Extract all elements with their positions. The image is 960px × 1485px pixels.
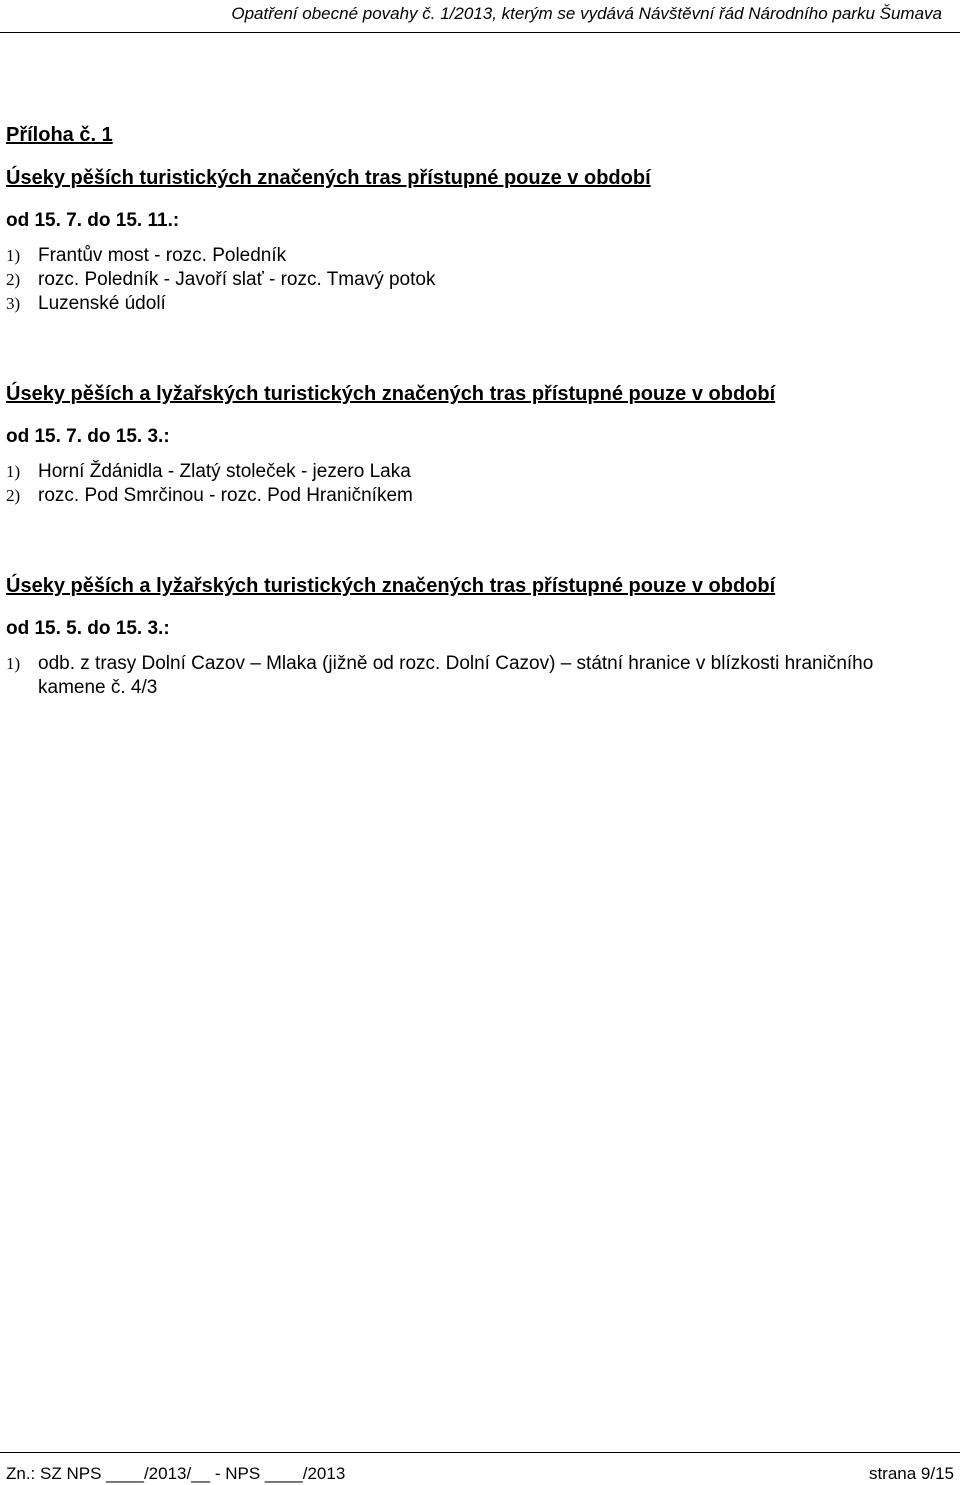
list-item: [6, 268, 946, 292]
annex-title: Příloha č. 1: [6, 124, 113, 146]
page-footer: [0, 1452, 960, 1485]
list-number: 2): [6, 270, 21, 289]
section-period: od 15. 7. do 15. 11.:: [6, 210, 180, 231]
route-list: [6, 460, 946, 508]
reference-number: Zn.: SZ NPS ____/2013/__ - NPS ____/2013: [6, 1464, 346, 1483]
section-2: [6, 381, 946, 508]
route-list: [6, 244, 946, 316]
list-number: 1): [6, 654, 21, 673]
list-number: 1): [6, 462, 21, 481]
list-item: [6, 484, 946, 508]
list-item: [6, 460, 946, 484]
list-item: [6, 292, 946, 316]
section-title: Úseky pěších a lyžařských turistických značených tras přístupné pouze v období: [6, 575, 776, 597]
page-header: [0, 0, 960, 33]
section-period: od 15. 5. do 15. 3.:: [6, 618, 170, 639]
document-body: [6, 122, 946, 700]
route-text: Frantův most - rozc. Poledník: [38, 245, 287, 266]
list-number: 2): [6, 486, 21, 505]
route-text: rozc. Pod Smrčinou - rozc. Pod Hraničníkem: [38, 485, 413, 506]
route-text: Horní Ždánidla - Zlatý stoleček - jezero Laka: [38, 461, 411, 482]
route-list: [6, 652, 946, 700]
section-period: od 15. 7. do 15. 3.:: [6, 426, 170, 447]
section-title: Úseky pěších turistických značených tras přístupné pouze v období: [6, 167, 651, 189]
section-3: [6, 573, 946, 700]
page-number: strana 9/15: [868, 1464, 954, 1483]
section-title: Úseky pěších a lyžařských turistických značených tras přístupné pouze v období: [6, 383, 776, 405]
route-text: odb. z trasy Dolní Cazov – Mlaka (jižně od rozc. Dolní Cazov) – státní hranice v blízkosti hraničního kamene č. 4/3: [38, 653, 874, 698]
route-text: rozc. Poledník - Javoří slať - rozc. Tmavý potok: [38, 269, 436, 290]
route-text: Luzenské údolí: [38, 293, 166, 314]
list-number: 3): [6, 294, 21, 313]
section-1: [6, 165, 946, 316]
list-item: [6, 652, 946, 700]
list-item: [6, 244, 946, 268]
header-text: Opatření obecné povahy č. 1/2013, kterým se vydává Návštěvní řád Národního parku Šumava: [231, 4, 942, 23]
list-number: 1): [6, 246, 21, 265]
